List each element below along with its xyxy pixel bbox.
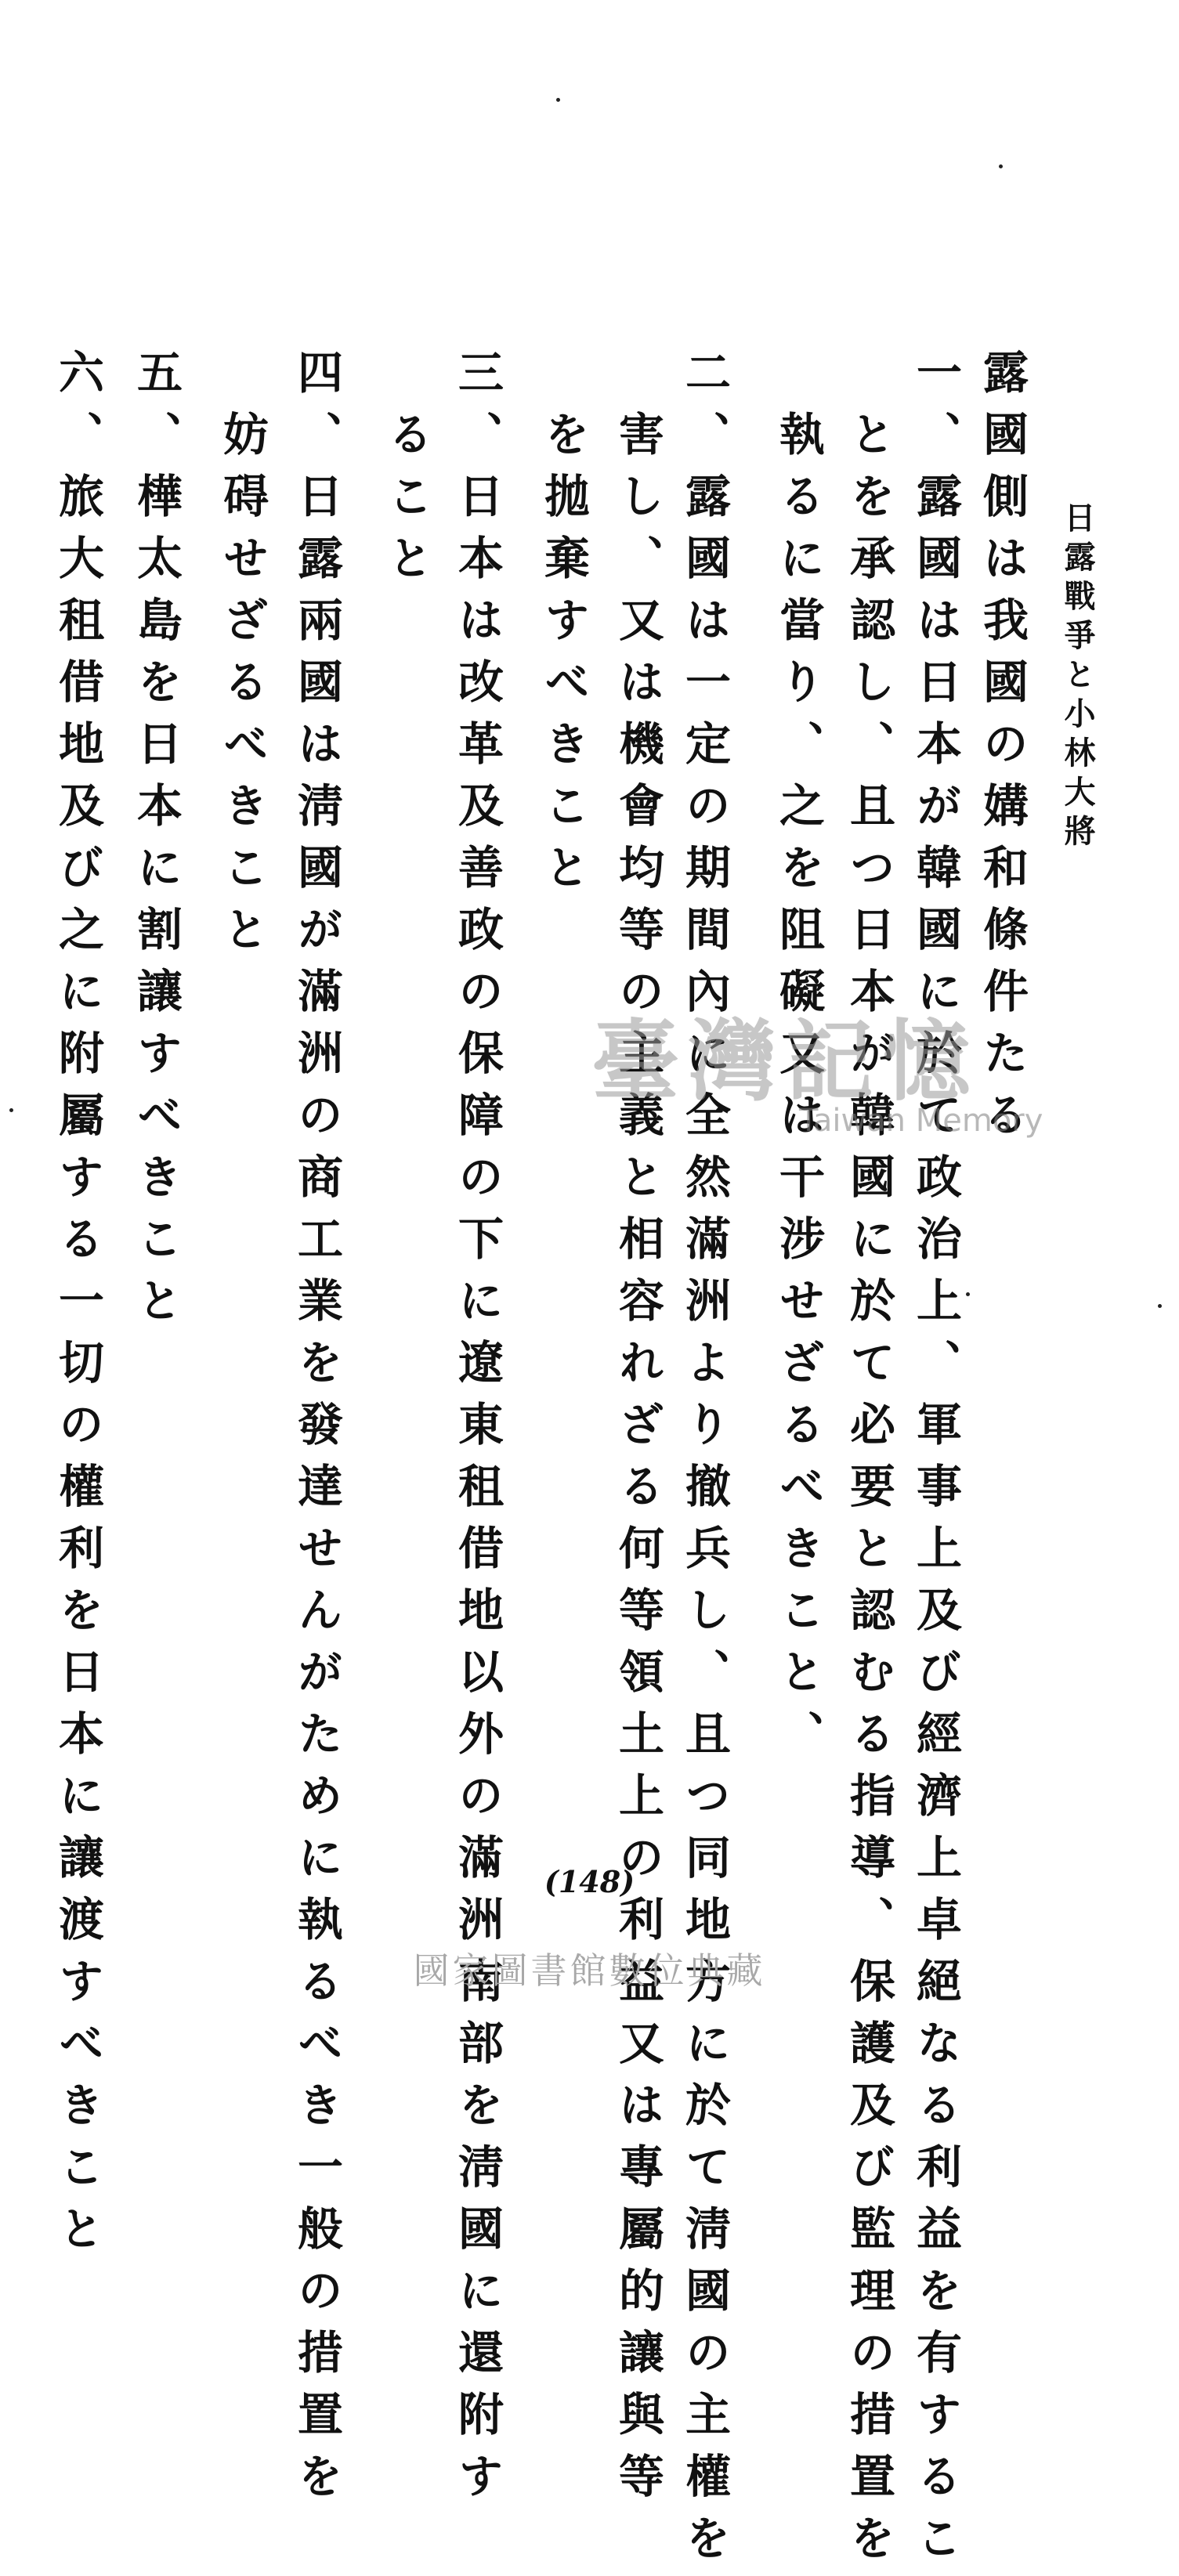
scan-speck [1158,1304,1162,1308]
text-column: 露國側は我國の媾和條件たる [975,349,1029,1153]
text-column: 二、露國は一定の期間內に全然滿洲より撤兵し、且つ同地方に於て淸國の主權を [678,349,731,2576]
text-column: 妨碍せざるべきこと [215,410,269,967]
text-column: 四、日露兩國は淸國が滿洲の商工業を發達せんがために執るべき一般の措置を [290,349,343,2514]
watermark [591,1010,1043,1175]
text-column: を拋棄すべきこと [537,410,590,905]
scan-speck [966,1292,970,1296]
scan-speck [999,164,1003,168]
scan-speck [556,98,560,102]
watermark-subtitle: Taiwan Memory [799,1103,1043,1139]
text-column: 五、樺太島を日本に割讓すべきこと [129,349,183,1339]
text-column: 三、日本は改革及善政の保障の下に遼東租借地以外の滿洲南部を淸國に還附す [450,349,504,2514]
text-column: 一、露國は日本が韓國に於て政治上、軍事上及び經濟上卓絕なる利益を有するこ [909,349,962,2576]
text-column: ること [380,410,433,596]
text-column: 六、旅大租借地及び之に附屬する一切の權利を日本に讓渡すべきこと [51,349,104,2267]
scan-speck [9,1108,13,1112]
text-column: 執るに當り、之を阻礙又は干涉せざるべきこと、 [772,410,825,1772]
page-number: (148) [544,1864,635,1899]
watermark-title: 臺灣記憶 [591,1010,980,1113]
running-header: 日露戰爭と小林大將 [1059,501,1096,854]
footer-attribution: 國家圖書館數位典藏 [413,1949,766,1992]
text-column: とを承認し、且つ日本が韓國に於て必要と認むる指導、保護及び監理の措置を [842,410,895,2576]
text-column: 害し、又は機會均等の主義と相容れざる何等領土上の利益又は專屬的讓與等 [611,410,664,2514]
